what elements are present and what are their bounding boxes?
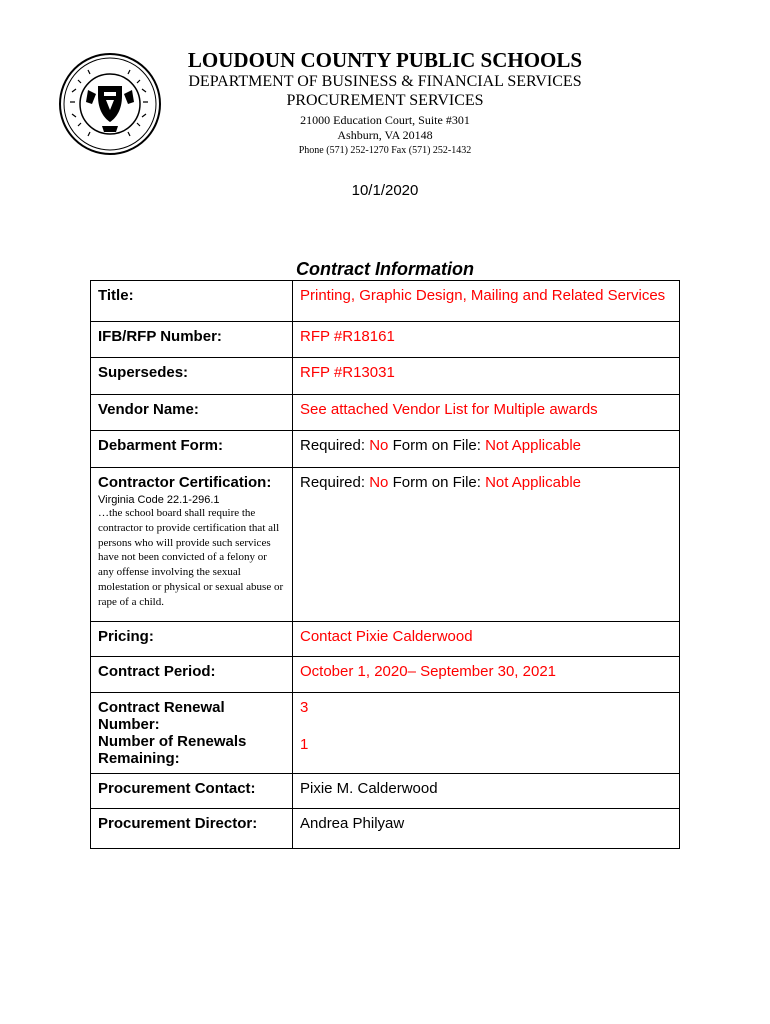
rfp-number-label: IFB/RFP Number: [91, 322, 293, 358]
debarment-on-file-label: Form on File: [388, 437, 486, 454]
debarment-on-file-value: Not Applicable [485, 437, 581, 454]
supersedes-label: Supersedes: [91, 358, 293, 395]
certification-on-file-value: Not Applicable [485, 474, 581, 491]
procurement-contact-label: Procurement Contact: [91, 774, 293, 809]
division-name: PROCUREMENT SERVICES [286, 92, 484, 109]
renewal-values [293, 693, 680, 774]
certification-required-value: No [369, 474, 389, 491]
letterhead [160, 48, 610, 158]
pricing-value: Contact Pixie Calderwood [293, 622, 680, 657]
certification-label: Contractor Certification: [98, 474, 272, 491]
table-row [91, 431, 680, 468]
debarment-required-label: Required: [300, 437, 370, 454]
address-line-1: 21000 Education Court, Suite #301 [300, 113, 470, 127]
table-row [91, 468, 680, 622]
virginia-code: Virginia Code 22.1-296.1 [98, 494, 220, 506]
document-date: 10/1/2020 [351, 182, 419, 199]
renewal-number-value: 3 [300, 699, 309, 716]
contract-period-label: Contract Period: [91, 657, 293, 693]
table-row [91, 774, 680, 809]
supersedes-value: RFP #R13031 [293, 358, 680, 395]
renewal-number-label: Contract Renewal Number: [98, 699, 225, 733]
procurement-director-label: Procurement Director: [91, 809, 293, 849]
address-line-2: Ashburn, VA 20148 [337, 128, 433, 142]
table-row [91, 622, 680, 657]
organization-name: LOUDOUN COUNTY PUBLIC SCHOOLS [187, 48, 583, 72]
debarment-label: Debarment Form: [91, 431, 293, 468]
title-value: Printing, Graphic Design, Mailing and Related Services [293, 281, 680, 322]
phone-fax: Phone (571) 252-1270 Fax (571) 252-1432 [298, 145, 472, 156]
debarment-value [293, 431, 680, 468]
table-row [91, 395, 680, 431]
department-name: DEPARTMENT OF BUSINESS & FINANCIAL SERVICES [188, 73, 582, 90]
procurement-contact-value: Pixie M. Calderwood [293, 774, 680, 809]
procurement-director-value: Andrea Philyaw [293, 809, 680, 849]
table-row [91, 358, 680, 395]
vendor-name-value: See attached Vendor List for Multiple awards [293, 395, 680, 431]
certification-note: …the school board shall require the contractor to provide certification that all persons who will provide such services have not been convicted of a felony or any offense involving the sexual molestation or physical or sexual abuse or rape of a child. [98, 507, 284, 608]
section-heading: Contract Information [296, 259, 474, 279]
table-row [91, 693, 680, 774]
contract-info-table [90, 280, 680, 849]
table-row [91, 322, 680, 358]
certification-value [293, 468, 680, 622]
vendor-name-label: Vendor Name: [91, 395, 293, 431]
table-row [91, 281, 680, 322]
county-seal-icon [58, 52, 162, 156]
certification-cell [91, 468, 293, 622]
table-row [91, 657, 680, 693]
debarment-required-value: No [369, 437, 389, 454]
renewals-remaining-label: Number of Renewals Remaining: [98, 733, 247, 767]
title-label: Title: [91, 281, 293, 322]
certification-required-label: Required: [300, 474, 370, 491]
renewal-cell [91, 693, 293, 774]
certification-on-file-label: Form on File: [388, 474, 486, 491]
rfp-number-value: RFP #R18161 [293, 322, 680, 358]
contract-period-value: October 1, 2020– September 30, 2021 [293, 657, 680, 693]
renewals-remaining-value: 1 [300, 736, 309, 753]
table-row [91, 809, 680, 849]
pricing-label: Pricing: [91, 622, 293, 657]
